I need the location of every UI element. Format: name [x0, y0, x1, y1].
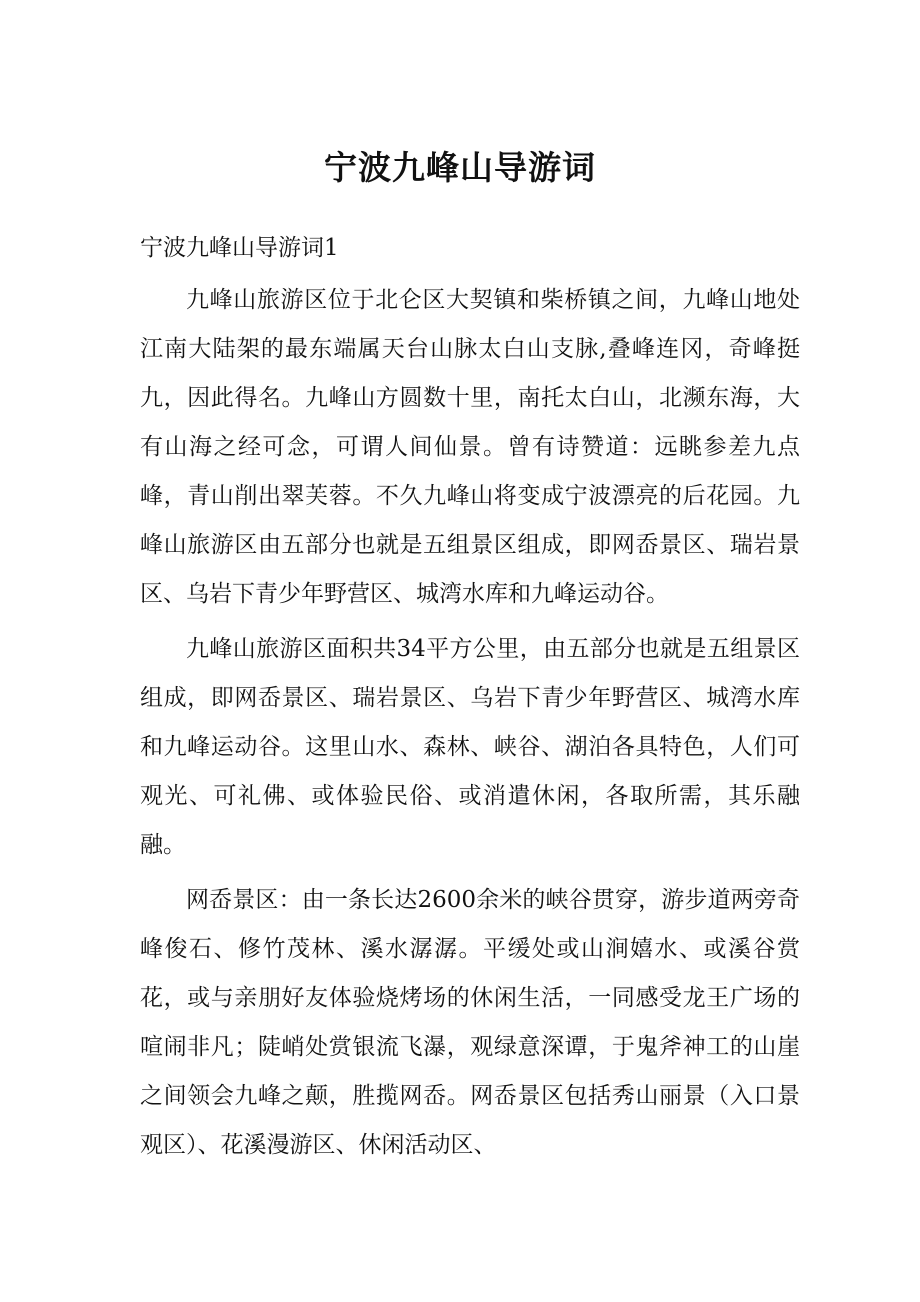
section-subtitle: 宁波九峰山导游词1 — [140, 235, 339, 261]
paragraph-1: 九峰山旅游区位于北仑区大契镇和柴桥镇之间，九峰山地处江南大陆架的最东端属天台山脉太白山支脉,叠峰连冈，奇峰挺九，因此得名。九峰山方圆数十里，南托太白山，北濒东海，大有山海之经可念，可谓人间仙景。曾有诗赞道：远眺参差九点峰，青山削出翠芙蓉。不久九峰山将变成宁波漂亮的后花园。九峰山旅游区由五部分也就是五组景区组成，即网岙景区、瑞岩景区、乌岩下青少年野营区、城湾水库和九峰运动谷。 — [140, 287, 800, 607]
document-body — [140, 226, 800, 1170]
paragraph-3: 网岙景区：由一条长达2600余米的峡谷贯穿，游步道两旁奇峰俊石、修竹茂林、溪水潺潺。平缓处或山涧嬉水、或溪谷赏花，或与亲朋好友体验烧烤场的休闲生活，一同感受龙王广场的喧闹非凡；陡峭处赏银流飞瀑，观绿意深谭，于鬼斧神工的山崖之间领会九峰之颠，胜揽网岙。网岙景区包括秀山丽景（入口景观区）、花溪漫游区、休闲活动区、 — [140, 887, 800, 1158]
paragraph-2: 九峰山旅游区面积共34平方公里，由五部分也就是五组景区组成，即网岙景区、瑞岩景区、乌岩下青少年野营区、城湾水库和九峰运动谷。这里山水、森林、峡谷、湖泊各具特色，人们可观光、可礼佛、或体验民俗、或消遣休闲，各取所需，其乐融融。 — [140, 636, 800, 858]
document-title: 宁波九峰山导游词 — [324, 148, 596, 187]
